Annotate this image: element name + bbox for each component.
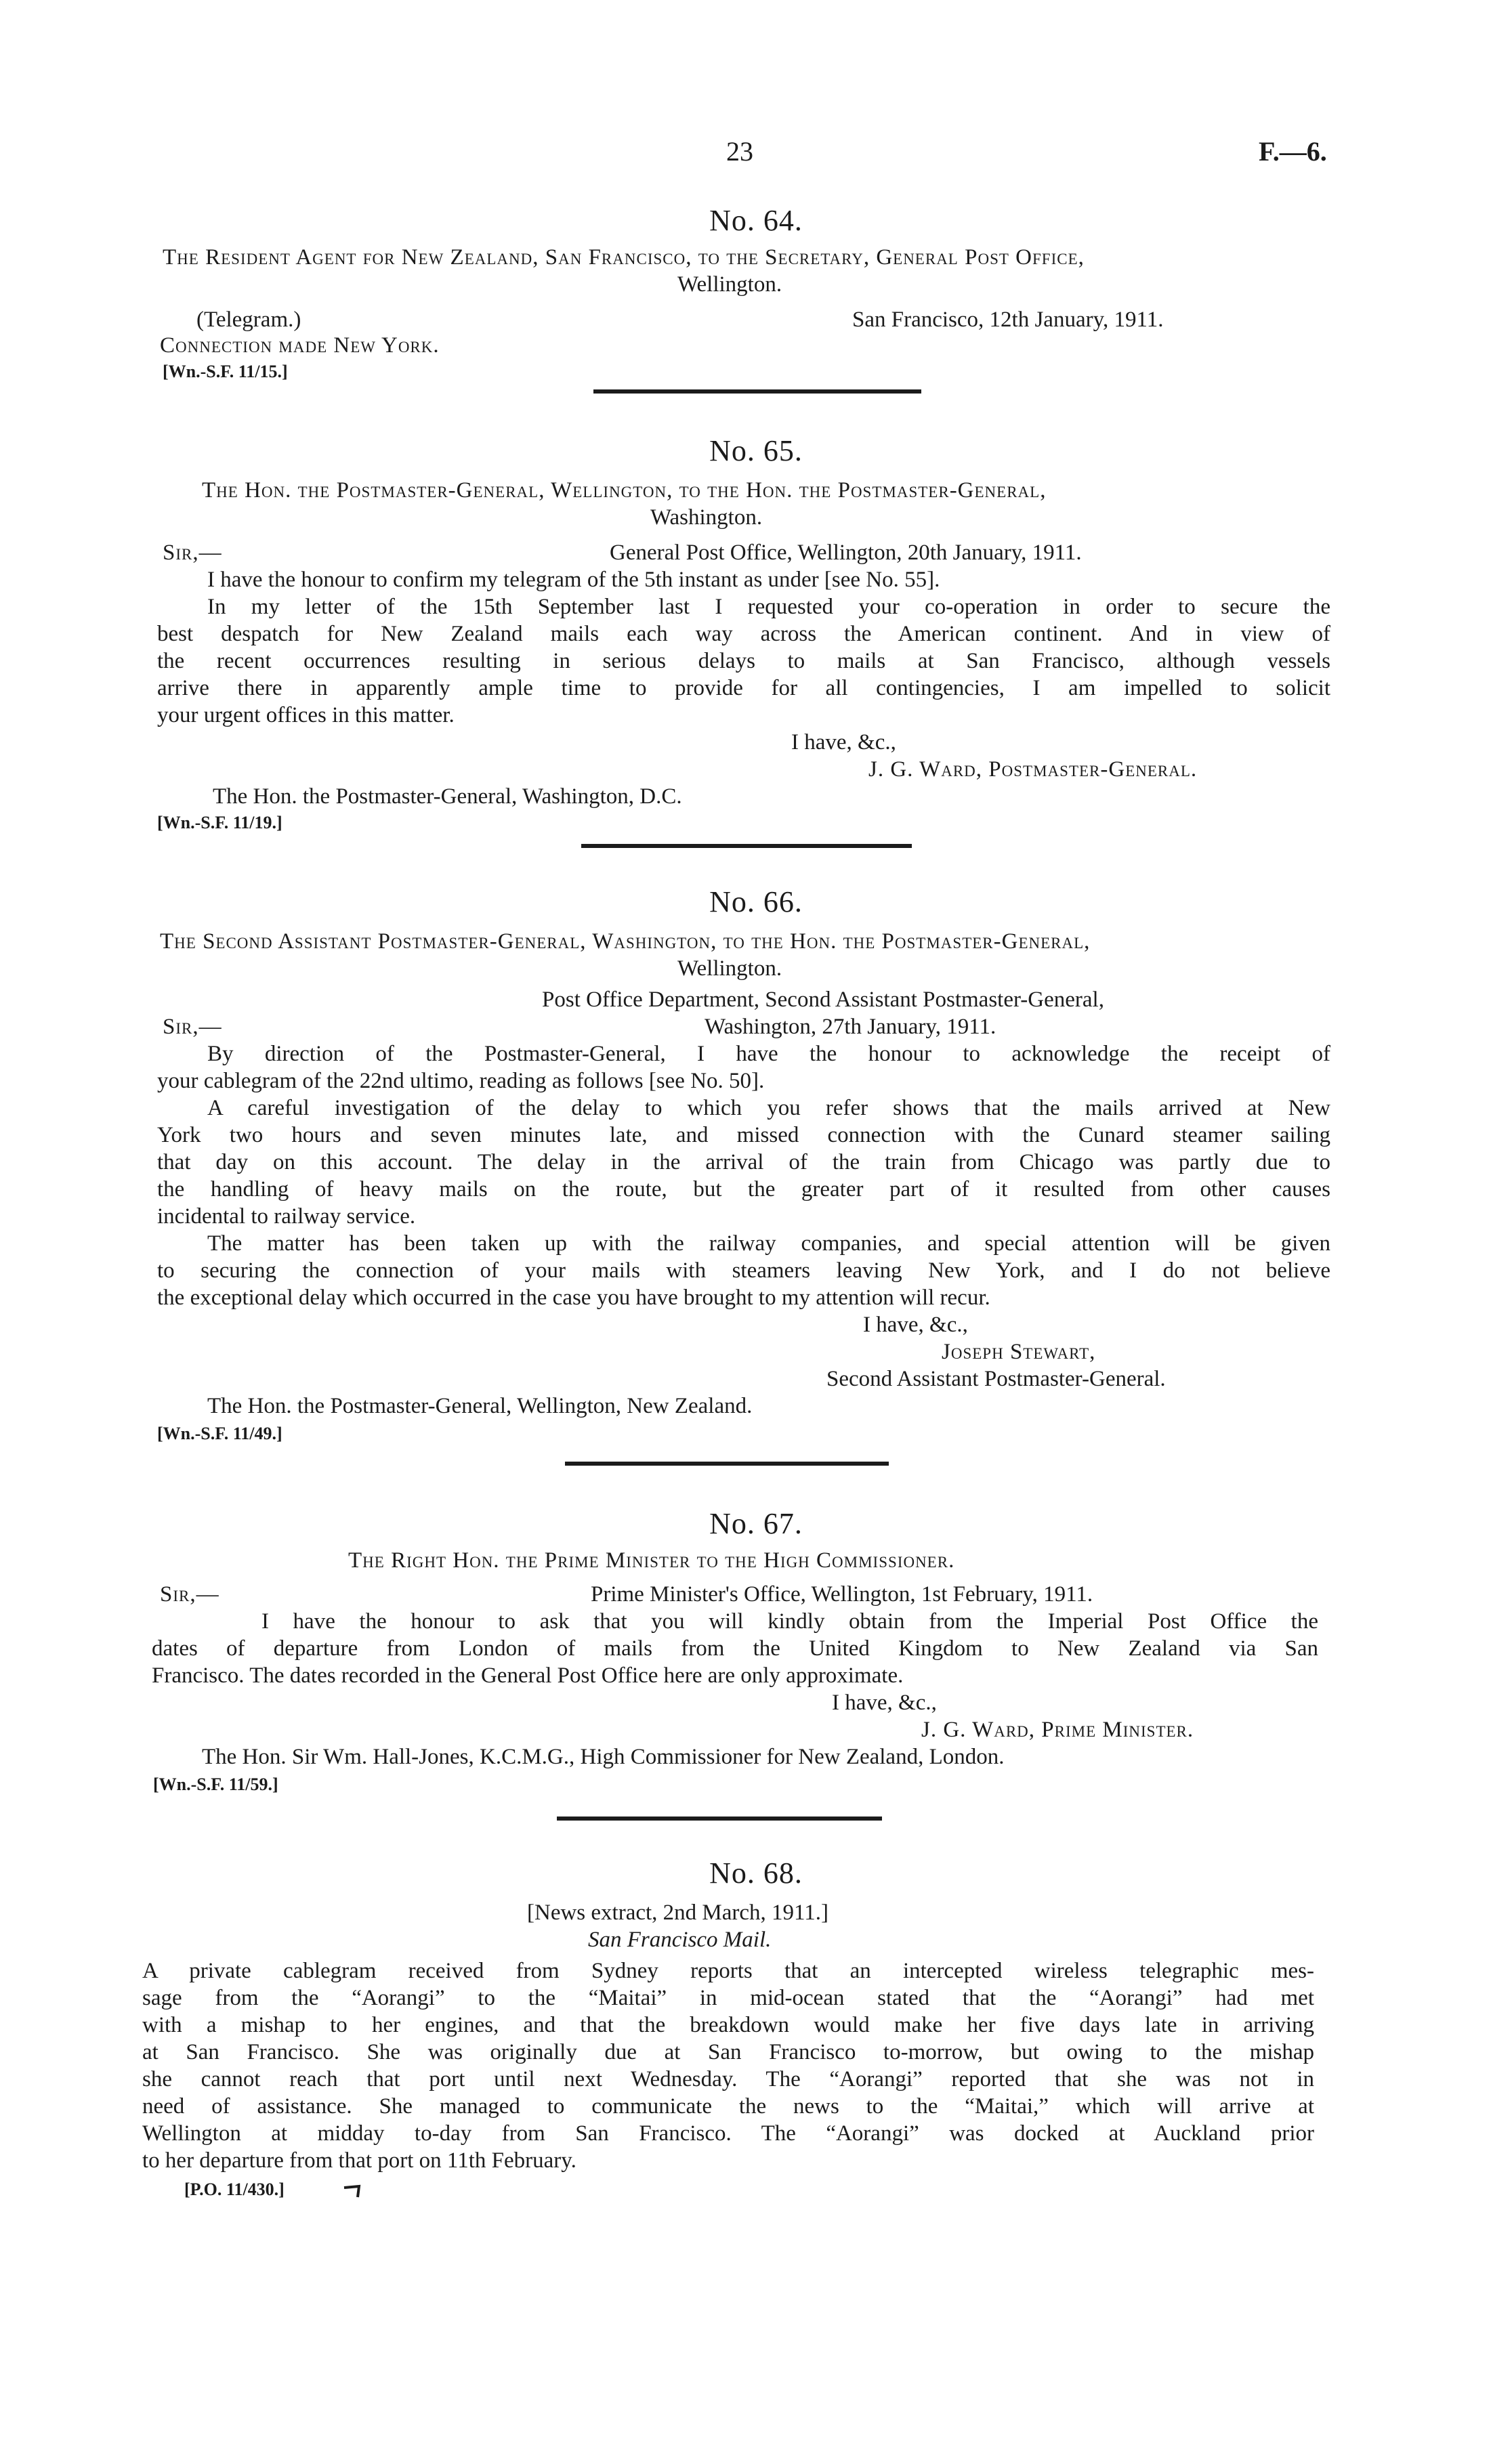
body-line: arrive there in apparently ample time to provide for all contingencies, I am impelled to solicit [157, 676, 1330, 700]
body-text: Connection made New York. [160, 333, 440, 358]
body-line: I have the honour to ask that you will kindly obtain from the Imperial Post Office the [261, 1609, 1318, 1634]
signature: J. G. Ward, Prime Minister. [921, 1718, 1194, 1742]
closing: I have, &c., [832, 1691, 937, 1715]
place-date: Prime Minister's Office, Wellington, 1st February, 1911. [591, 1582, 1093, 1607]
address-line: The Right Hon. the Prime Minister to the High Commissioner. [348, 1548, 955, 1573]
body-line: York two hours and seven minutes late, and missed connection with the Cunard steamer sailing [157, 1123, 1330, 1147]
source-title: San Francisco Mail. [588, 1928, 772, 1952]
file-reference: [Wn.-S.F. 11/19.] [157, 813, 282, 832]
file-reference: [Wn.-S.F. 11/49.] [157, 1424, 282, 1443]
body-line: By direction of the Postmaster-General, I have the honour to acknowledge the receipt of [207, 1042, 1330, 1066]
salutation: Sir,— [163, 540, 222, 565]
body-line: to securing the connection of your mails with steamers leaving New York, and I do not believe [157, 1258, 1330, 1283]
place-line: Washington, 27th January, 1911. [705, 1015, 996, 1039]
addressee: The Hon. Sir Wm. Hall-Jones, K.C.M.G., High Commissioner for New Zealand, London. [202, 1745, 1005, 1769]
body-line: your cablegram of the 22nd ultimo, reading as follows [see No. 50]. [157, 1069, 765, 1093]
body-line: to her departure from that port on 11th February. [142, 2148, 576, 2173]
pencil-mark-icon [343, 2184, 363, 2200]
body-line: A private cablegram received from Sydney reports that an intercepted wireless telegraphic mes- [142, 1959, 1314, 1983]
body-line: at San Francisco. She was originally due at San Francisco to-morrow, but owing to the mishap [142, 2040, 1314, 2064]
body-line: with a mishap to her engines, and that the breakdown would make her five days late in arriving [142, 2013, 1314, 2037]
telegram-label: (Telegram.) [196, 307, 301, 332]
document-code: F.—6. [1259, 136, 1327, 167]
body-line: dates of departure from London of mails from the United Kingdom to New Zealand via San [152, 1636, 1318, 1661]
section-divider [593, 389, 921, 394]
file-reference: [Wn.-S.F. 11/15.] [163, 362, 288, 381]
body-line: sage from the “Aorangi” to the “Maitai” in mid-ocean stated that the “Aorangi” had met [142, 1986, 1314, 2010]
place-date: General Post Office, Wellington, 20th January, 1911. [610, 540, 1082, 565]
body-line: the handling of heavy mails on the route, but the greater part of it resulted from other causes [157, 1177, 1330, 1202]
addressee: The Hon. the Postmaster-General, Washington, D.C. [213, 784, 682, 809]
salutation: Sir,— [163, 1015, 222, 1039]
body-line: In my letter of the 15th September last I requested your co-operation in order to secure the [207, 595, 1330, 619]
address-line: Wellington. [677, 272, 782, 297]
address-line: The Second Assistant Postmaster-General, Washington, to the Hon. the Postmaster-General, [160, 929, 1091, 954]
addressee: The Hon. the Postmaster-General, Wellington, New Zealand. [207, 1394, 753, 1418]
closing: I have, &c., [791, 730, 896, 755]
section-number: No. 65. [709, 434, 803, 467]
address-line: Washington. [650, 505, 763, 530]
section-number: No. 64. [709, 204, 803, 237]
section-number: No. 68. [709, 1856, 803, 1890]
section-number: No. 66. [709, 885, 803, 918]
file-reference: [Wn.-S.F. 11/59.] [153, 1775, 278, 1794]
body-line: Wellington at midday to-day from San Francisco. The “Aorangi” was docked at Auckland prior [142, 2121, 1314, 2146]
body-line: best despatch for New Zealand mails each way across the American continent. And in view of [157, 622, 1330, 646]
address-line: Wellington. [677, 956, 782, 981]
body-line: Francisco. The dates recorded in the General Post Office here are only approximate. [152, 1663, 904, 1688]
body-line: that day on this account. The delay in the arrival of the train from Chicago was partly due to [157, 1150, 1330, 1174]
signature-title: Second Assistant Postmaster-General. [826, 1367, 1166, 1391]
body-line: your urgent offices in this matter. [157, 703, 455, 727]
body-line: she cannot reach that port until next Wednesday. The “Aorangi” reported that she was not in [142, 2067, 1314, 2091]
signature: J. G. Ward, Postmaster-General. [868, 757, 1198, 782]
body-line: A careful investigation of the delay to which you refer shows that the mails arrived at New [207, 1096, 1330, 1120]
section-divider [557, 1817, 882, 1821]
body-line: the exceptional delay which occurred in the case you have brought to my attention will recur. [157, 1286, 990, 1310]
section-number: No. 67. [709, 1507, 803, 1540]
closing: I have, &c., [863, 1313, 968, 1337]
section-divider [581, 844, 912, 848]
body-line: incidental to railway service. [157, 1204, 416, 1229]
page-number: 23 [726, 136, 753, 167]
body-line: I have the honour to confirm my telegram of the 5th instant as under [see No. 55]. [207, 568, 940, 592]
salutation: Sir,— [160, 1582, 219, 1607]
file-reference: [P.O. 11/430.] [184, 2180, 285, 2199]
extract-label: [News extract, 2nd March, 1911.] [527, 1900, 829, 1925]
place-line: Post Office Department, Second Assistant Postmaster-General, [542, 987, 1104, 1012]
body-line: the recent occurrences resulting in serious delays to mails at San Francisco, although vessels [157, 649, 1330, 673]
address-line: The Resident Agent for New Zealand, San Francisco, to the Secretary, General Post Office, [163, 245, 1085, 270]
section-divider [565, 1462, 889, 1466]
signature: Joseph Stewart, [942, 1340, 1096, 1364]
body-line: The matter has been taken up with the railway companies, and special attention will be given [207, 1231, 1330, 1256]
address-line: The Hon. the Postmaster-General, Wellington, to the Hon. the Postmaster-General, [202, 478, 1047, 503]
body-line: need of assistance. She managed to communicate the news to the “Maitai,” which will arrive at [142, 2094, 1314, 2119]
place-date: San Francisco, 12th January, 1911. [852, 307, 1164, 332]
